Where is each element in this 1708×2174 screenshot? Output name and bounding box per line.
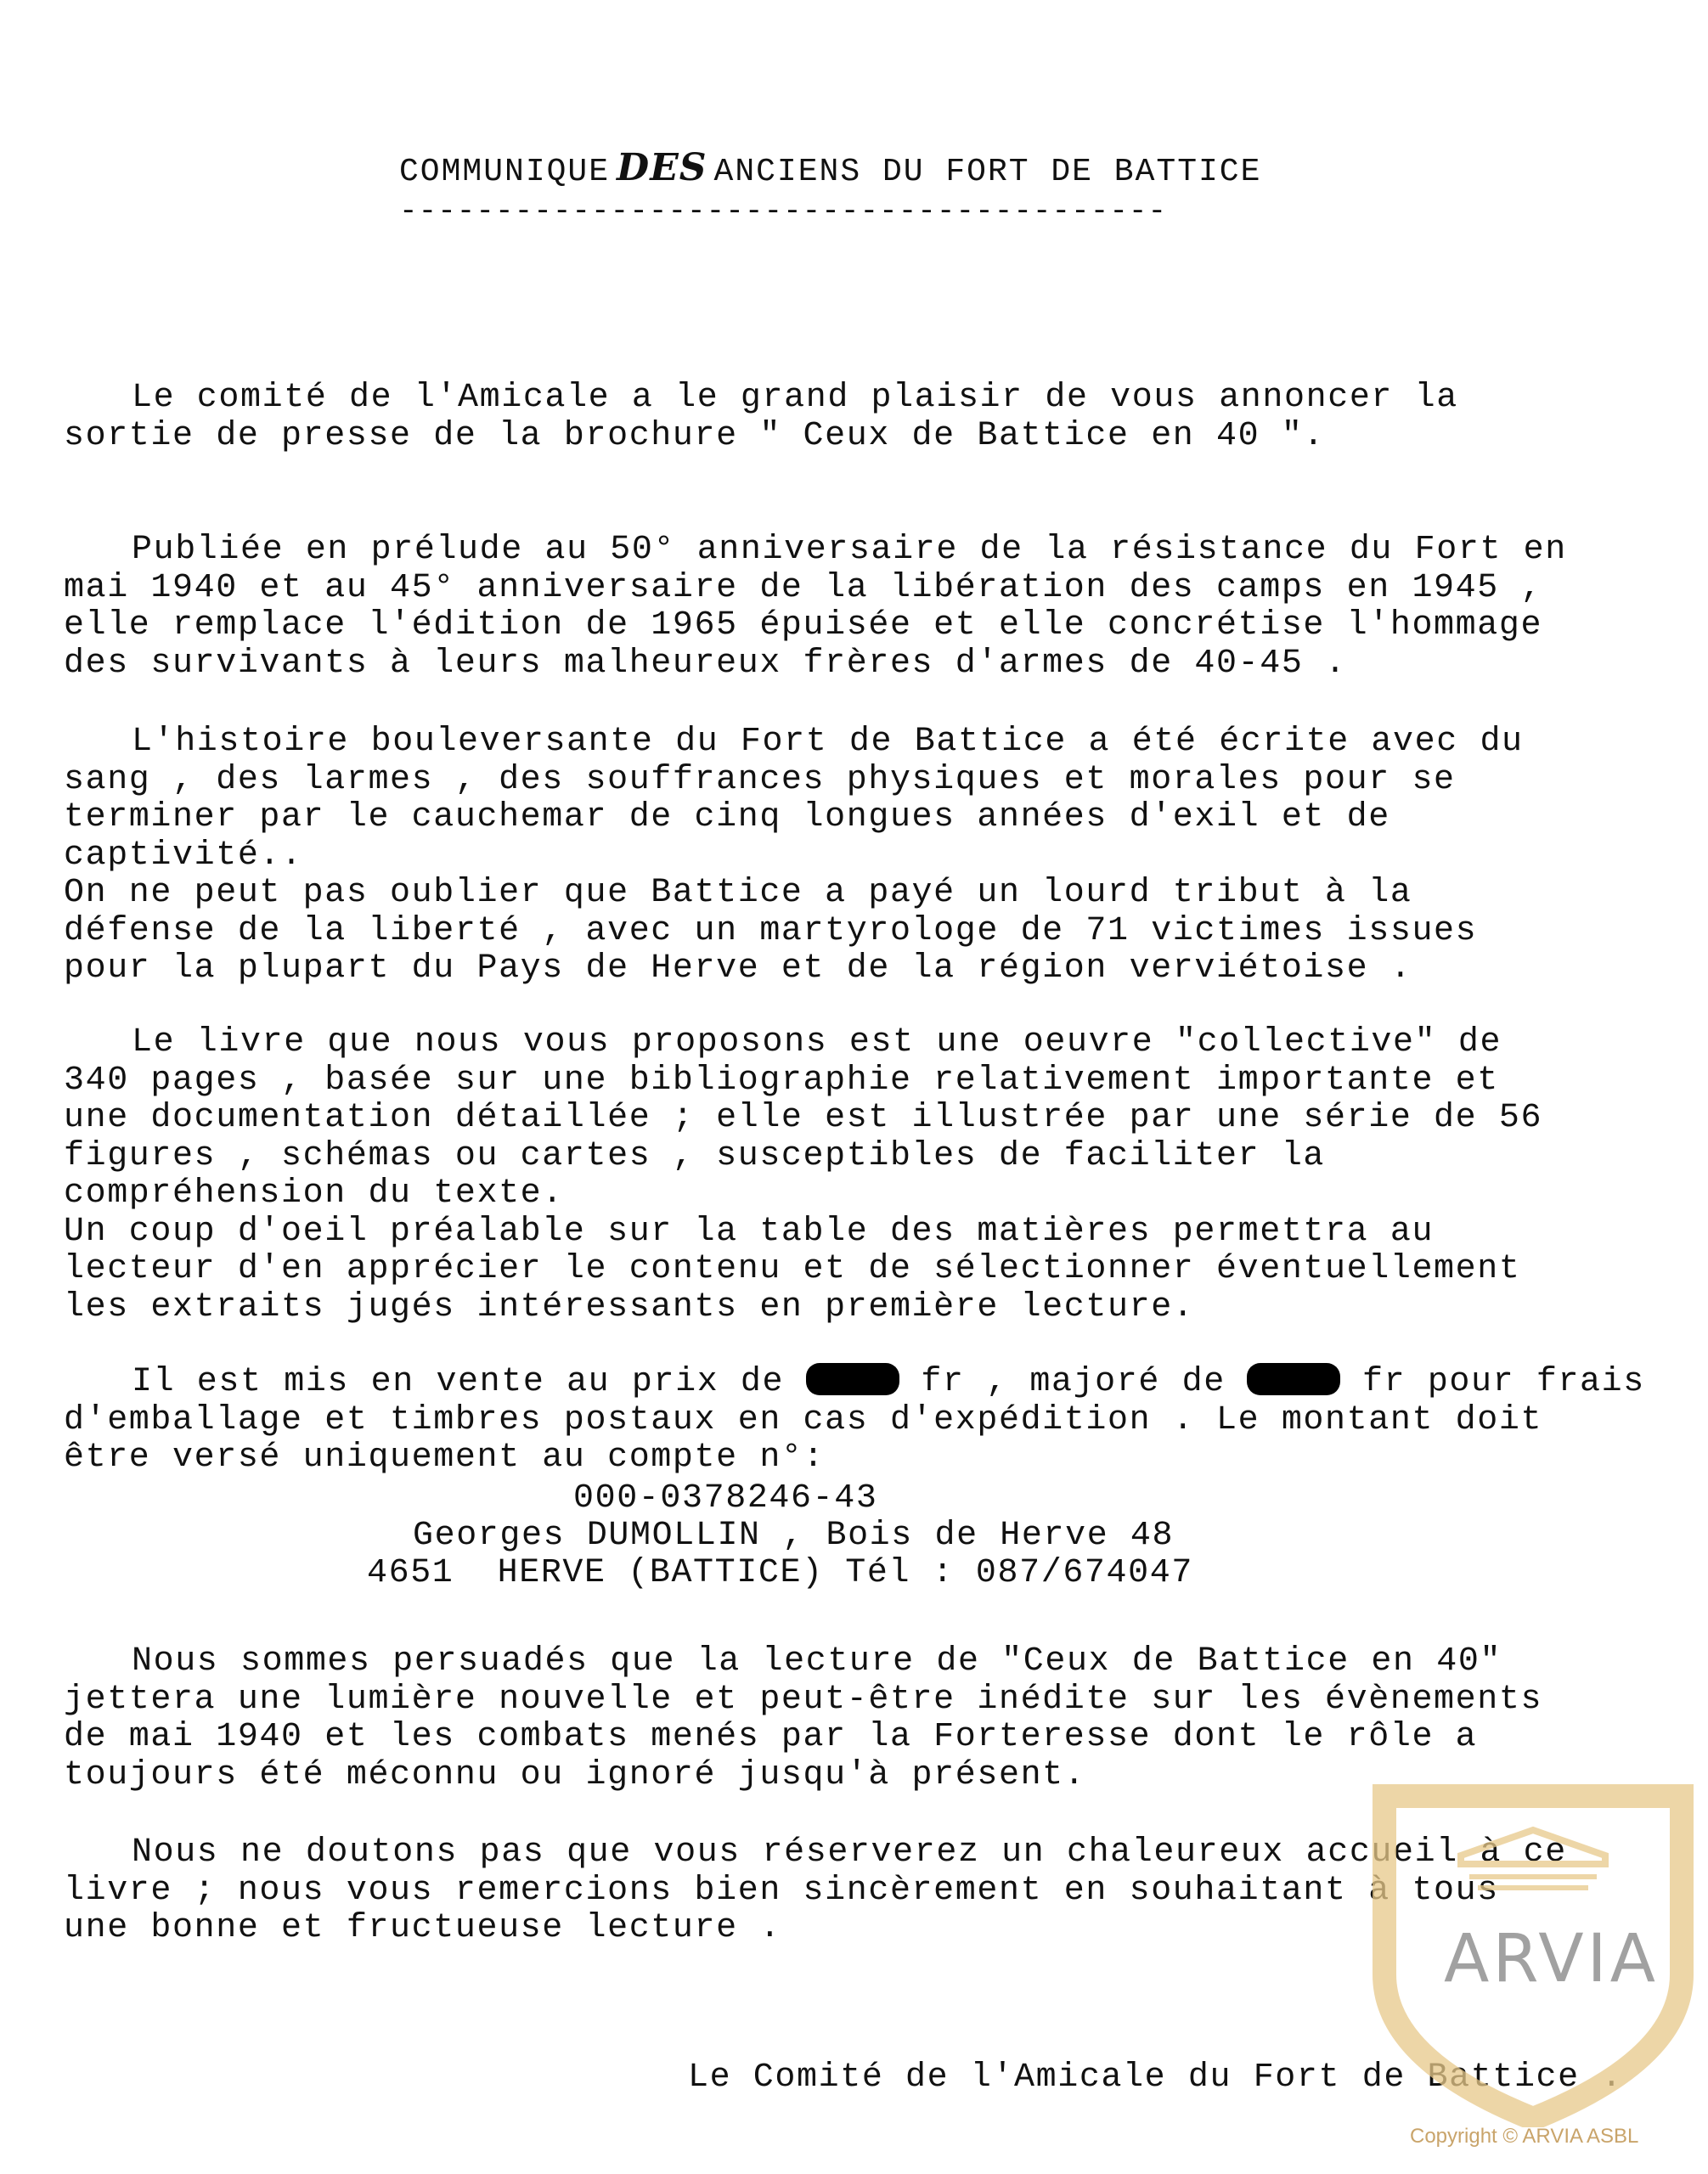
price-line [64, 1363, 1660, 1402]
paragraph-5 [64, 1363, 1660, 1478]
text-line: On ne peut pas oublier que Battice a payé un lourd tribut à la [64, 874, 1412, 912]
text-line: de mai 1940 et les combats menés par la Forteresse dont le rôle a [64, 1718, 1478, 1756]
paragraph-4 [64, 1024, 1660, 1326]
price-text-a: Il est mis en vente au prix de [132, 1363, 806, 1401]
text-line: jettera une lumière nouvelle et peut-être inédite sur les évènements [64, 1680, 1543, 1719]
address-line-2: 4651 HERVE (BATTICE) Tél : 087/674047 [367, 1554, 1193, 1592]
title-part1: COMMUNIQUE [399, 154, 611, 190]
paragraph-2 [64, 532, 1660, 683]
paragraph-6 [64, 1643, 1660, 1794]
text-line: 340 pages , basée sur une bibliographie relativement importante et [64, 1061, 1499, 1100]
redacted-price [806, 1363, 899, 1395]
paragraph-1 [64, 380, 1660, 455]
text-line: toujours été méconnu ou ignoré jusqu'à présent. [64, 1755, 1086, 1794]
account-number: 000-0378246-43 [573, 1479, 878, 1518]
redacted-shipping-fee [1247, 1363, 1340, 1395]
text-line: Nous sommes persuadés que la lecture de "Ceux de Battice en 40" [132, 1642, 1502, 1681]
text-line: Le livre que nous vous proposons est une oeuvre "collective" de [132, 1023, 1502, 1062]
watermark-text: ARVIA [1444, 1921, 1660, 1997]
title-part2: ANCIENS DU FORT DE BATTICE [713, 154, 1262, 190]
text-line: défense de la liberté , avec un martyrologe de 71 victimes issues [64, 911, 1478, 950]
signature-line: Le Comité de l'Amicale du Fort de Battice . [688, 2059, 1623, 2097]
text-line: figures , schémas ou cartes , susceptibles de faciliter la [64, 1136, 1326, 1175]
text-line: une bonne et fructueuse lecture . [64, 1909, 781, 1947]
text-line: mai 1940 et au 45° anniversaire de la libération des camps en 1945 , [64, 568, 1543, 607]
text-line: Publiée en prélude au 50° anniversaire de la résistance du Fort en [132, 531, 1567, 569]
text-line: lecteur d'en apprécier le contenu et de sélectionner éventuellement [64, 1250, 1521, 1288]
text-line: les extraits jugés intéressants en première lecture. [64, 1287, 1195, 1326]
text-line: Le comité de l'Amicale a le grand plaisir de vous annoncer la [132, 379, 1458, 417]
document-title [399, 146, 1261, 190]
title-underline: ---------------------------------------- [399, 194, 1168, 228]
price-text-c: fr pour frais [1340, 1363, 1645, 1401]
text-line: Nous ne doutons pas que vous réserverez un chaleureux accueil à ce [132, 1833, 1567, 1872]
text-line: une documentation détaillée ; elle est illustrée par une série de 56 [64, 1099, 1543, 1137]
text-line: d'emballage et timbres postaux en cas d'expédition . Le montant doit [64, 1400, 1543, 1439]
text-line: être versé uniquement au compte n°: [64, 1439, 826, 1477]
text-line: compréhension du texte. [64, 1174, 564, 1213]
text-line: Un coup d'oeil préalable sur la table des matières permettra au [64, 1212, 1435, 1251]
text-line: captivité.. [64, 836, 303, 875]
price-text-b: fr , majoré de [899, 1363, 1248, 1401]
text-line: terminer par le cauchemar de cinq longues années d'exil et de [64, 798, 1390, 836]
text-line: des survivants à leurs malheureux frères d'armes de 40-45 . [64, 644, 1347, 683]
address-line-1: Georges DUMOLLIN , Bois de Herve 48 [413, 1517, 1175, 1555]
text-line: livre ; nous vous remercions bien sincèrement en souhaitant à tous [64, 1871, 1499, 1910]
text-line: pour la plupart du Pays de Herve et de la région verviétoise . [64, 949, 1412, 988]
text-line: sang , des larmes , des souffrances physiques et morales pour se [64, 760, 1456, 799]
title-handwritten-insert: DES [617, 146, 707, 189]
text-line: L'histoire bouleversante du Fort de Battice a été écrite avec du [132, 723, 1524, 761]
text-line: elle remplace l'édition de 1965 épuisée et elle concrétise l'hommage [64, 606, 1543, 645]
paragraph-3 [64, 724, 1660, 988]
copyright-notice: Copyright © ARVIA ASBL [1410, 2125, 1639, 2148]
text-line: sortie de presse de la brochure " Ceux de Battice en 40 ". [64, 416, 1326, 455]
